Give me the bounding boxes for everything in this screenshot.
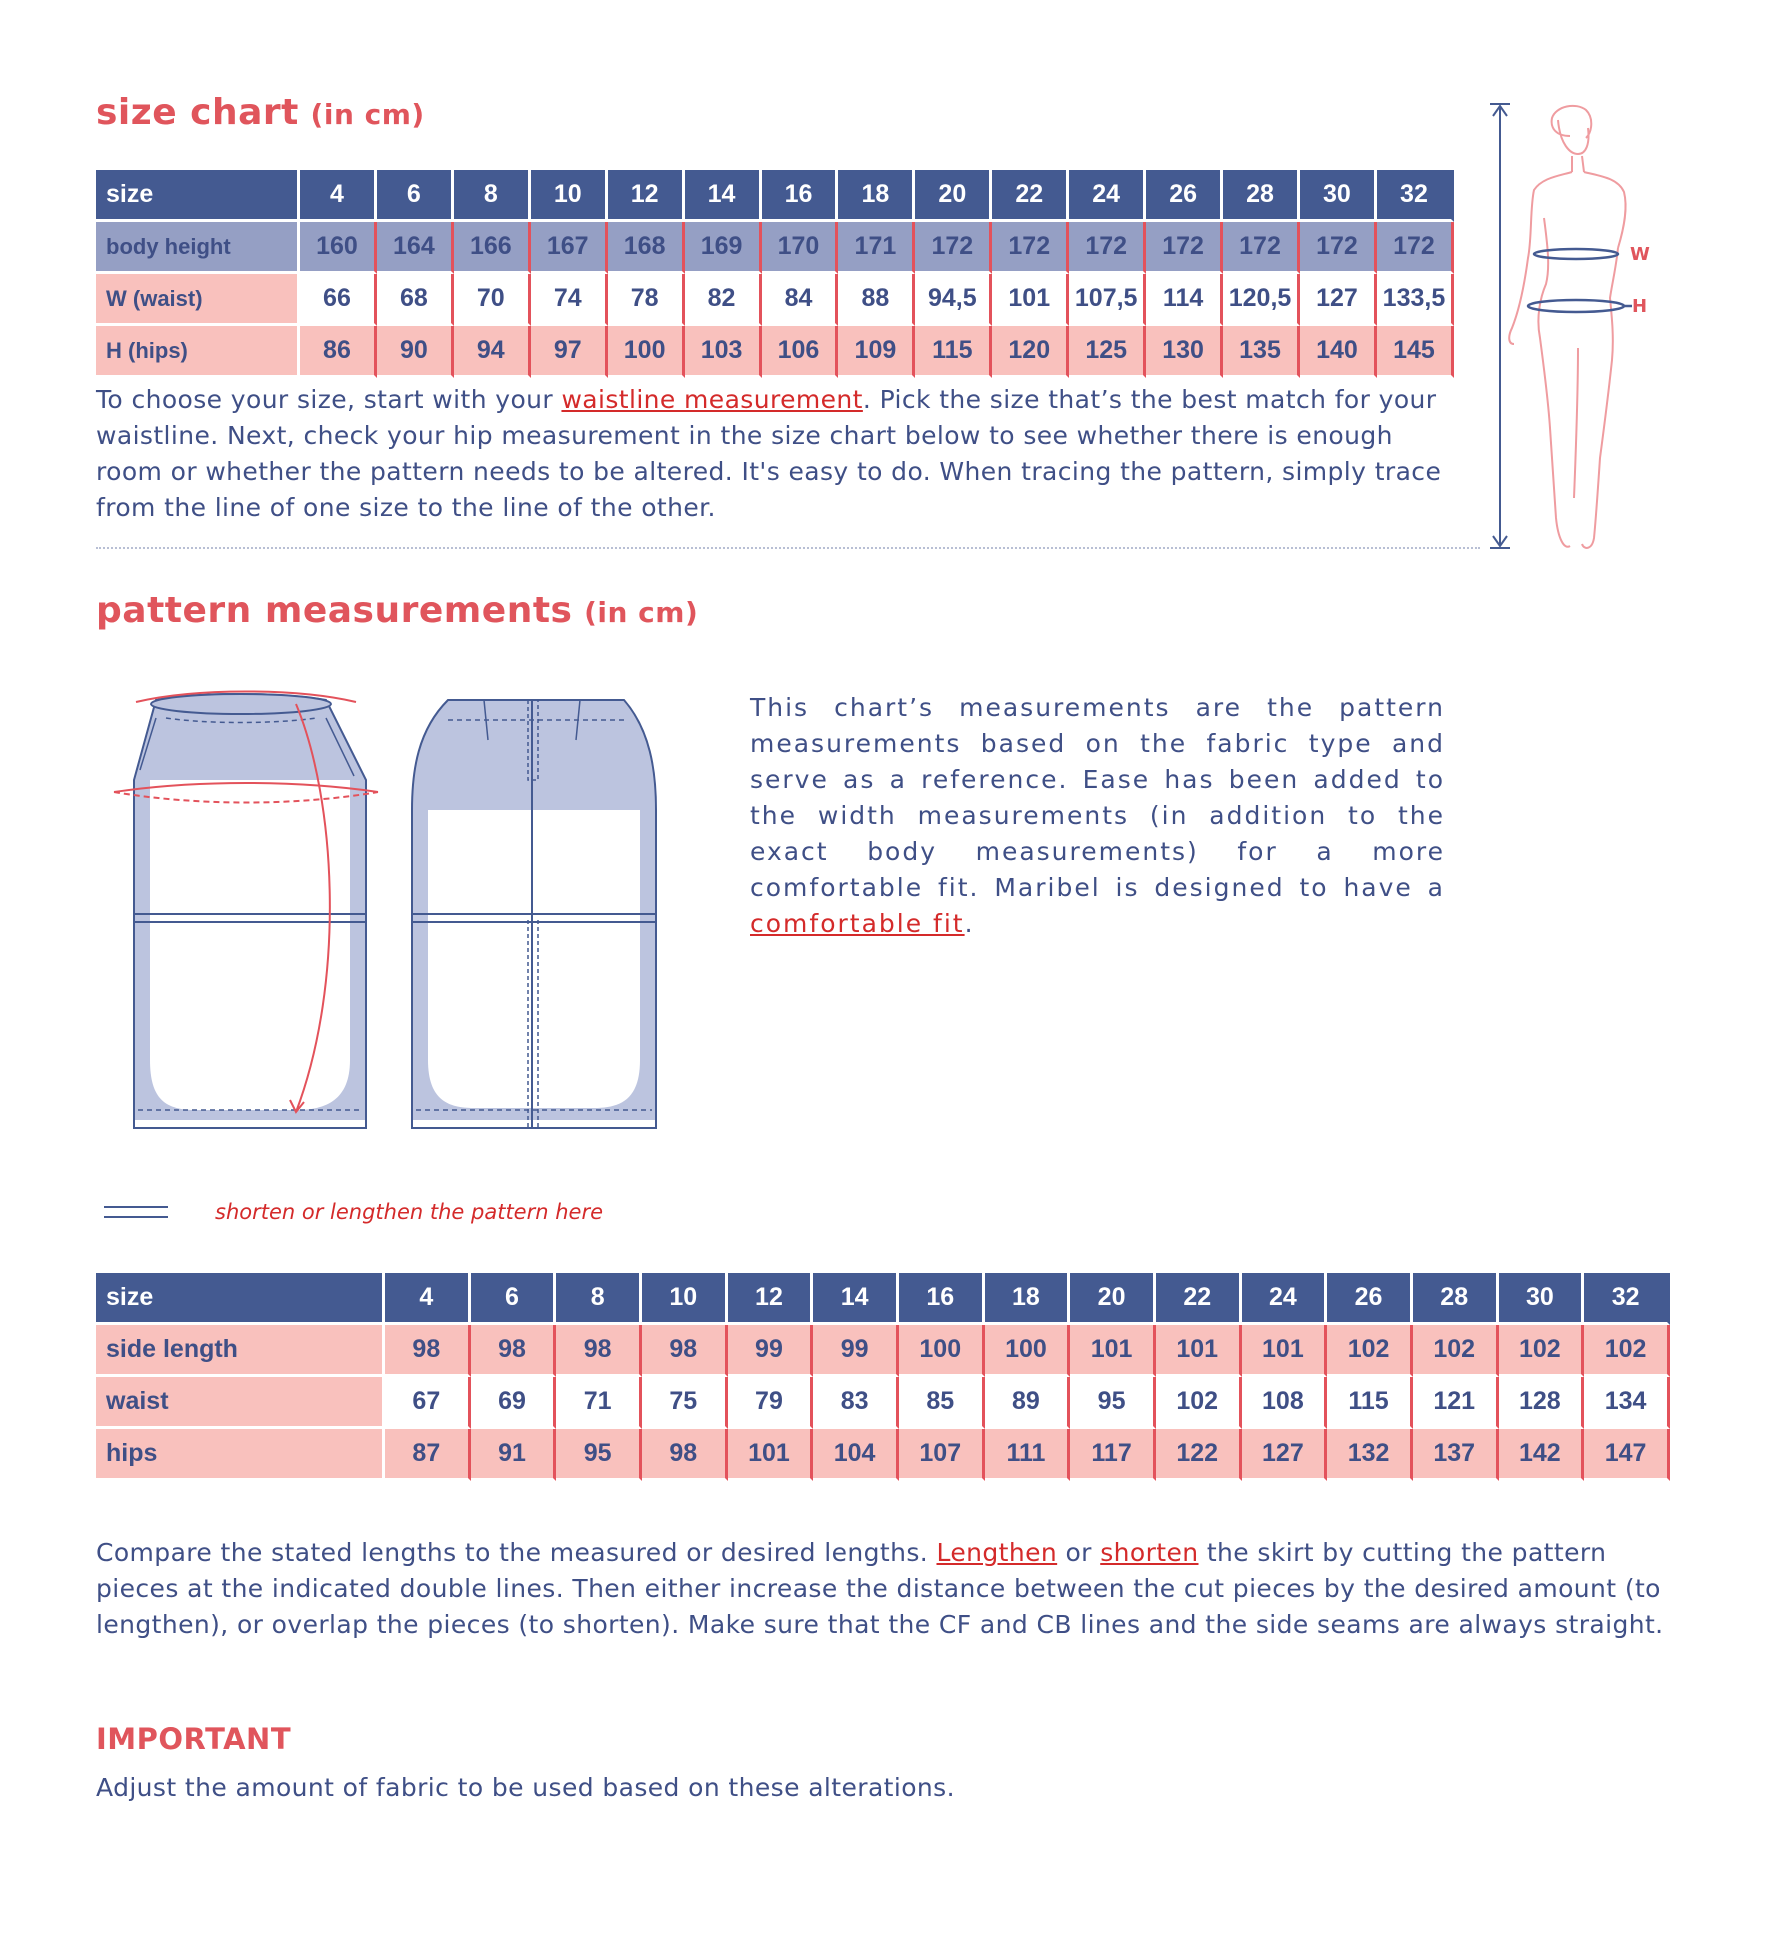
table-cell: 120,5 [1223, 274, 1300, 326]
table-cell: 101 [1242, 1325, 1328, 1377]
legend-text: shorten or lengthen the pattern here [215, 1200, 603, 1224]
table-cell: 172 [992, 222, 1069, 274]
table-cell: 140 [1300, 326, 1377, 378]
table-cell: 98 [556, 1325, 642, 1377]
hips-marker-label: H [1632, 296, 1648, 317]
table-cell: 102 [1499, 1325, 1585, 1377]
table-cell: 172 [1146, 222, 1223, 274]
size-chart-header-label: size [96, 170, 300, 222]
table-cell: 122 [1156, 1429, 1242, 1481]
table-cell: 171 [838, 222, 915, 274]
table-cell: 86 [300, 326, 377, 378]
table-cell: 102 [1156, 1377, 1242, 1429]
size-chart-header-row [96, 170, 1454, 222]
table-cell: 115 [915, 326, 992, 378]
table-cell: 100 [985, 1325, 1071, 1377]
table-cell: 82 [685, 274, 762, 326]
table-cell: 98 [385, 1325, 471, 1377]
pattern-measurements-table [96, 1273, 1670, 1481]
important-text: Adjust the amount of fabric to be used based on these alterations. [96, 1773, 955, 1802]
compare-instructions [96, 1535, 1676, 1643]
table-cell: 121 [1413, 1377, 1499, 1429]
table-cell: 142 [1499, 1429, 1585, 1481]
size-header-cell: 24 [1069, 170, 1146, 222]
woman-figure-icon [1509, 106, 1625, 548]
pattern-description-text: This chart’s measurements are the pattern measurements based on the fabric type and serve as a reference. Ease has been added to the width measurements (in addition to the exact body measurements) for a more comfortable fit. Maribel is designed to have a [750, 693, 1445, 902]
table-cell: 103 [685, 326, 762, 378]
table-cell: 167 [531, 222, 608, 274]
size-header-cell: 16 [899, 1273, 985, 1325]
table-row [96, 1429, 1670, 1481]
table-cell: 94,5 [915, 274, 992, 326]
size-header-cell: 20 [915, 170, 992, 222]
row-label: H (hips) [96, 326, 300, 378]
table-cell: 100 [608, 326, 685, 378]
table-cell: 169 [685, 222, 762, 274]
table-cell: 68 [377, 274, 454, 326]
size-header-cell: 12 [728, 1273, 814, 1325]
waist-marker [1534, 249, 1618, 259]
size-header-cell: 32 [1584, 1273, 1670, 1325]
table-cell: 84 [762, 274, 839, 326]
table-cell: 94 [454, 326, 531, 378]
pattern-header-label: size [96, 1273, 385, 1325]
table-cell: 130 [1146, 326, 1223, 378]
table-cell: 87 [385, 1429, 471, 1481]
row-label: body height [96, 222, 300, 274]
size-instructions [96, 382, 1466, 526]
table-cell: 98 [642, 1325, 728, 1377]
size-header-cell: 8 [556, 1273, 642, 1325]
table-cell: 127 [1300, 274, 1377, 326]
row-label: side length [96, 1325, 385, 1377]
table-cell: 109 [838, 326, 915, 378]
size-header-cell: 26 [1146, 170, 1223, 222]
size-header-cell: 10 [531, 170, 608, 222]
table-cell: 95 [556, 1429, 642, 1481]
table-cell: 164 [377, 222, 454, 274]
table-cell: 95 [1070, 1377, 1156, 1429]
pattern-measurements-heading [96, 590, 698, 631]
table-cell: 89 [985, 1377, 1071, 1429]
table-cell: 70 [454, 274, 531, 326]
compare-text-or: or [1057, 1538, 1101, 1567]
size-header-cell: 30 [1300, 170, 1377, 222]
table-cell: 90 [377, 326, 454, 378]
table-cell: 75 [642, 1377, 728, 1429]
table-cell: 133,5 [1377, 274, 1454, 326]
size-header-cell: 28 [1223, 170, 1300, 222]
section-divider [96, 547, 1480, 549]
table-cell: 98 [471, 1325, 557, 1377]
table-cell: 115 [1327, 1377, 1413, 1429]
table-cell: 99 [728, 1325, 814, 1377]
table-cell: 114 [1146, 274, 1223, 326]
size-header-cell: 32 [1377, 170, 1454, 222]
table-row [96, 1377, 1670, 1429]
table-cell: 160 [300, 222, 377, 274]
table-cell: 74 [531, 274, 608, 326]
table-cell: 78 [608, 274, 685, 326]
table-cell: 172 [1377, 222, 1454, 274]
lengthen-link[interactable]: Lengthen [936, 1538, 1058, 1567]
important-heading: IMPORTANT [96, 1722, 292, 1756]
size-header-cell: 4 [385, 1273, 471, 1325]
height-arrow [1490, 104, 1510, 548]
size-header-cell: 26 [1327, 1273, 1413, 1325]
table-cell: 102 [1327, 1325, 1413, 1377]
table-cell: 117 [1070, 1429, 1156, 1481]
skirt-back-illustration [404, 680, 664, 1160]
pattern-measurements-title: pattern measurements [96, 590, 573, 631]
size-header-cell: 16 [762, 170, 839, 222]
size-chart-table [96, 170, 1454, 378]
size-header-cell: 4 [300, 170, 377, 222]
table-row [96, 222, 1454, 274]
size-chart-heading [96, 92, 425, 133]
table-cell: 128 [1499, 1377, 1585, 1429]
row-label: hips [96, 1429, 385, 1481]
table-cell: 85 [899, 1377, 985, 1429]
skirt-front-illustration [96, 680, 396, 1160]
table-cell: 134 [1584, 1377, 1670, 1429]
table-cell: 127 [1242, 1429, 1328, 1481]
table-cell: 120 [992, 326, 1069, 378]
table-cell: 172 [1223, 222, 1300, 274]
double-line-legend-icon [104, 1205, 168, 1219]
size-header-cell: 18 [985, 1273, 1071, 1325]
body-figure-illustration [1478, 98, 1658, 558]
table-cell: 107 [899, 1429, 985, 1481]
table-cell: 125 [1069, 326, 1146, 378]
size-header-cell: 12 [608, 170, 685, 222]
table-cell: 88 [838, 274, 915, 326]
waistline-measurement-link[interactable]: waistline measurement [561, 385, 863, 414]
size-header-cell: 14 [685, 170, 762, 222]
table-cell: 83 [813, 1377, 899, 1429]
table-cell: 101 [1156, 1325, 1242, 1377]
table-cell: 71 [556, 1377, 642, 1429]
pattern-description-text-end: . [964, 909, 975, 938]
table-cell: 79 [728, 1377, 814, 1429]
table-cell: 91 [471, 1429, 557, 1481]
row-label: W (waist) [96, 274, 300, 326]
table-cell: 108 [1242, 1377, 1328, 1429]
table-cell: 147 [1584, 1429, 1670, 1481]
size-instructions-text: To choose your size, start with your [96, 385, 562, 414]
table-cell: 135 [1223, 326, 1300, 378]
table-cell: 69 [471, 1377, 557, 1429]
table-cell: 172 [1300, 222, 1377, 274]
size-header-cell: 8 [454, 170, 531, 222]
table-cell: 166 [454, 222, 531, 274]
table-cell: 101 [992, 274, 1069, 326]
waist-marker-label: W [1630, 244, 1650, 265]
size-chart-unit: (in cm) [310, 98, 425, 131]
table-cell: 107,5 [1069, 274, 1146, 326]
table-row [96, 274, 1454, 326]
size-header-cell: 28 [1413, 1273, 1499, 1325]
size-header-cell: 20 [1070, 1273, 1156, 1325]
table-cell: 111 [985, 1429, 1071, 1481]
size-header-cell: 10 [642, 1273, 728, 1325]
table-cell: 172 [915, 222, 992, 274]
table-cell: 137 [1413, 1429, 1499, 1481]
table-cell: 106 [762, 326, 839, 378]
size-header-cell: 14 [813, 1273, 899, 1325]
table-cell: 145 [1377, 326, 1454, 378]
table-cell: 101 [728, 1429, 814, 1481]
table-cell: 99 [813, 1325, 899, 1377]
table-cell: 104 [813, 1429, 899, 1481]
size-instructions-text-end: . Pick the size that’s the best match for your waistline. Next, check your hip measurement in the size chart below to see whether there is enough room or whether the pattern needs to be altered. It's easy to do. When tracing the pattern, simply trace from the line of one size to the line of the other. [96, 385, 1442, 522]
row-label: waist [96, 1377, 385, 1429]
table-cell: 67 [385, 1377, 471, 1429]
size-header-cell: 30 [1499, 1273, 1585, 1325]
table-cell: 132 [1327, 1429, 1413, 1481]
size-header-cell: 6 [471, 1273, 557, 1325]
size-header-cell: 24 [1242, 1273, 1328, 1325]
table-cell: 102 [1584, 1325, 1670, 1377]
pattern-measurements-unit: (in cm) [584, 596, 699, 629]
compare-text: Compare the stated lengths to the measured or desired lengths. [96, 1538, 937, 1567]
compare-text-end: the skirt by cutting the pattern pieces at the indicated double lines. Then either increase the distance between the cut pieces by the desired amount (to lengthen), or overlap the pieces (to shorten). Make sure that the CF and CB lines and the side seams are always straight. [96, 1538, 1664, 1639]
shorten-link[interactable]: shorten [1100, 1538, 1199, 1567]
table-cell: 172 [1069, 222, 1146, 274]
size-chart-title: size chart [96, 92, 299, 133]
table-cell: 170 [762, 222, 839, 274]
table-row [96, 1325, 1670, 1377]
table-row [96, 326, 1454, 378]
table-cell: 101 [1070, 1325, 1156, 1377]
pattern-description [750, 690, 1445, 942]
table-cell: 102 [1413, 1325, 1499, 1377]
table-cell: 97 [531, 326, 608, 378]
size-header-cell: 18 [838, 170, 915, 222]
size-header-cell: 22 [992, 170, 1069, 222]
size-header-cell: 22 [1156, 1273, 1242, 1325]
pattern-header-row [96, 1273, 1670, 1325]
hips-marker [1528, 300, 1632, 312]
size-header-cell: 6 [377, 170, 454, 222]
table-cell: 98 [642, 1429, 728, 1481]
table-cell: 168 [608, 222, 685, 274]
table-cell: 100 [899, 1325, 985, 1377]
comfortable-fit-link[interactable]: comfortable fit [750, 909, 965, 938]
table-cell: 66 [300, 274, 377, 326]
